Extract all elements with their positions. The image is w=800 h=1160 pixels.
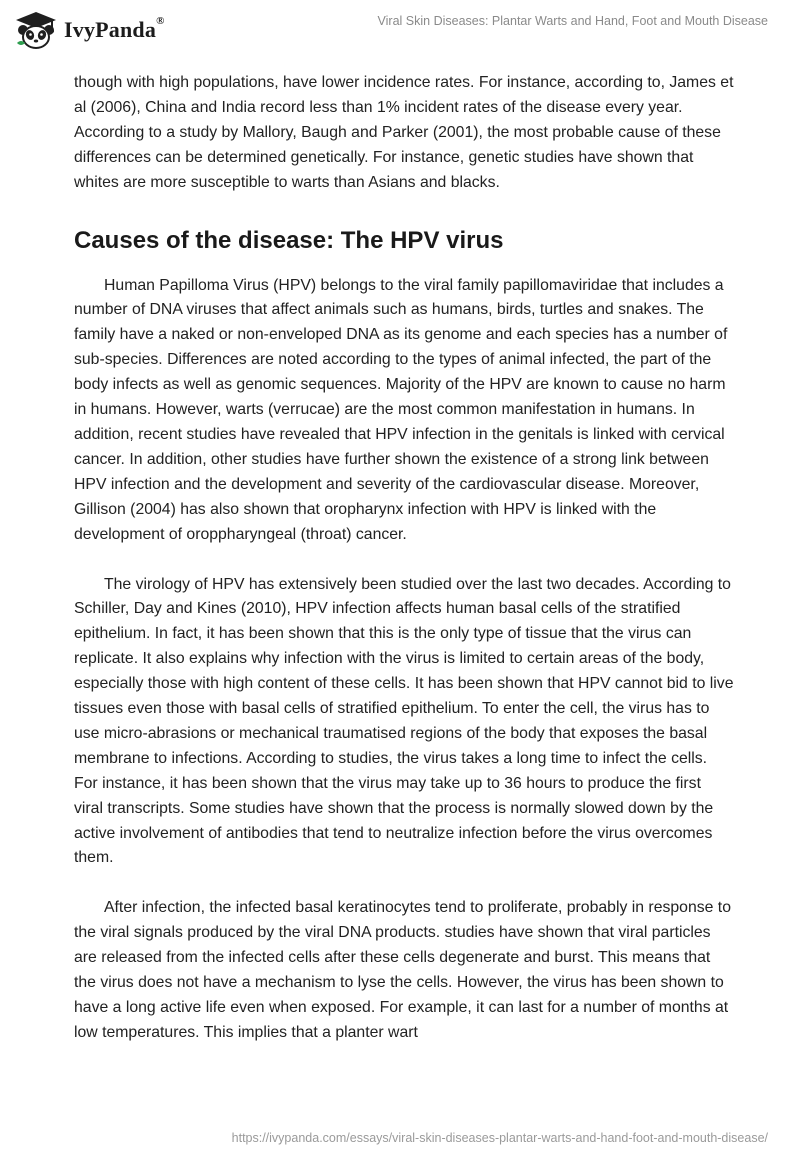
brand-name: IvyPanda® [64,15,165,42]
section-heading: Causes of the disease: The HPV virus [74,226,504,254]
paragraph: Human Papilloma Virus (HPV) belongs to the viral family papillomaviridae that includes a number of DNA viruses that affect animals such as humans, birds, turtles and snakes. The family have a naked or non-enveloped DNA as its genome and each species has a number of sub-species. Differences are noted according to the types of animal infected, the part of the body infects as well as genomic sequences. Majority of the HPV are known to cause no harm in humans. However, warts (verrucae) are the most common manifestation in humans. In addition, recent studies have revealed that HPV infection in the genitals is linked with cervical cancer. In addition, other studies have further shown the existence of a strong link between HPV infection and the development and severity of the cardiovascular disease. Moreover, Gillison (2004) has also shown that oropharynx infection with HPV is linked with the development of oroppharyngeal (throat) cancer. [74,276,728,543]
paragraph: The virology of HPV has extensively been studied over the last two decades. According to Schiller, Day and Kines (2010), HPV infection affects human basal cells of the stratified epithelium. In fact, it has been shown that this is the only type of tissue that the virus can replicate. It also explains why infection with the virus is limited to certain areas of the body, especially those with high content of these cells. It has been shown that HPV cannot bid to live tissues even those with basal cells of stratified epithelium. To enter the cell, the virus has to use micro-abrasions or mechanical traumatised regions of the body that exposes the basal membrane to infections. According to studies, the virus takes a long time to infect the cells. For instance, it has been shown that the virus may take up to 36 hours to produce the first viral transcripts. Some studies have shown that the process is normally slowed down by the active involvement of antibodies that tend to neutralize infection before the virus overcomes them. [74,575,734,867]
document-title: Viral Skin Diseases: Plantar Warts and Hand, Foot and Mouth Disease [377,14,768,28]
source-url[interactable]: https://ivypanda.com/essays/viral-skin-diseases-plantar-warts-and-hand-foot-and-mouth-disease/ [231,1131,768,1145]
brand-logo[interactable] [14,10,165,50]
article-body [74,71,734,1046]
paragraph: After infection, the infected basal keratinocytes tend to proliferate, probably in response to the viral signals produced by the viral DNA products. studies have shown that viral particles are released from the infected cells after these cells degenerate and burst. This means that the virus does not have a mechanism to lyse the cells. However, the virus has been shown to have a long active life even when exposed. For example, it can last for a number of months at low temperatures. This implies that a planter wart [74,899,731,1041]
panda-graduate-icon [14,10,58,50]
intro-paragraph: though with high populations, have lower incidence rates. For instance, according to, James et al (2006), China and India record less than 1% incident rates of the disease every year. According to a study by Mallory, Baugh and Parker (2001), the most probable cause of these differences can be determined genetically. For instance, genetic studies have shown that whites are more susceptible to warts than Asians and blacks. [74,74,734,191]
page-header [0,0,800,64]
